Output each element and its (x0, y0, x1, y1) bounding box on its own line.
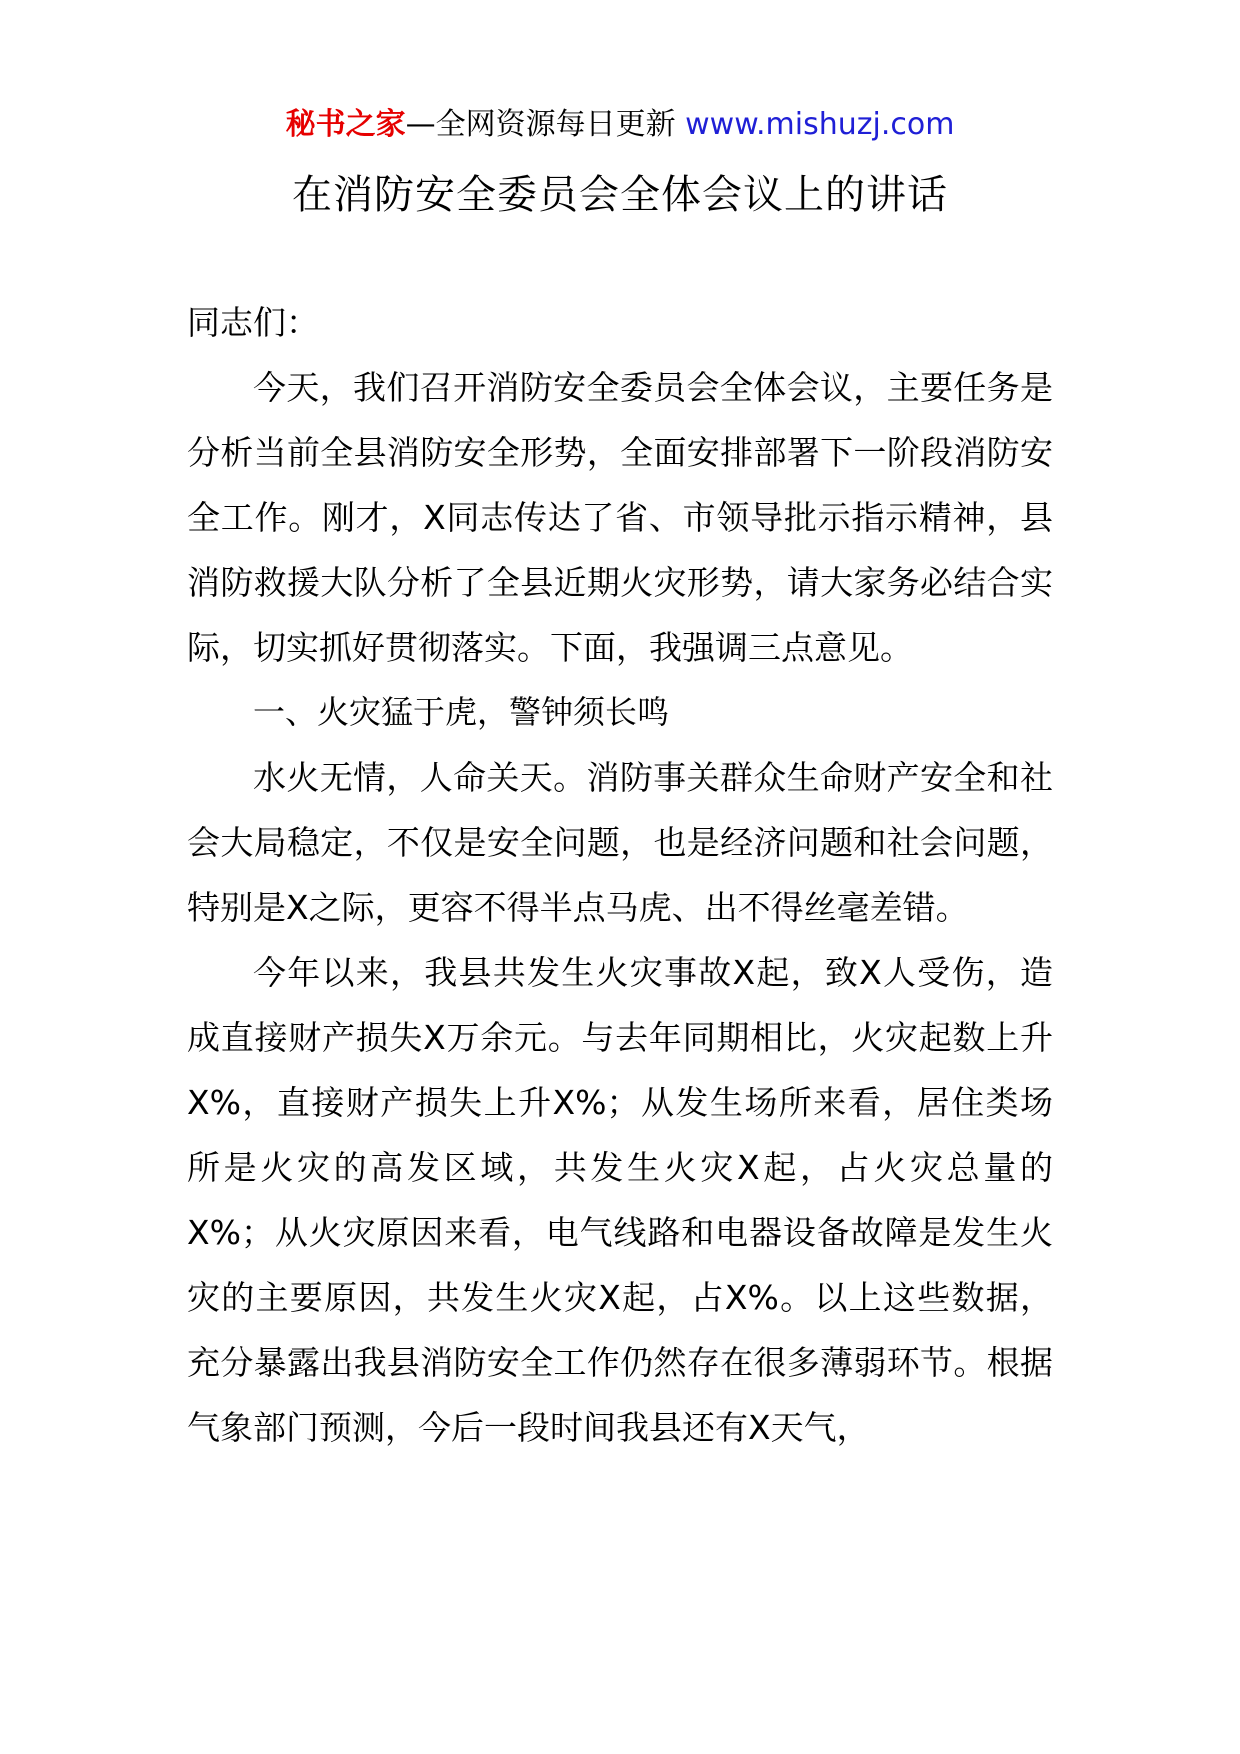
document-title: 在消防安全委员会全体会议上的讲话 (292, 172, 948, 218)
body-paragraph: 今年以来，我县共发生火灾事故X起，致X人受伤，造成直接财产损失X万余元。与去年同期相比，火灾起数上升X%，直接财产损失上升X%；从发生场所来看，居住类场所是火灾的高发区域，共发生火灾X起，占火灾总量的X%；从火灾原因来看，电气线路和电器设备故障是发生火灾的主要原因，共发生火灾X起，占X%。以上这些数据，充分暴露出我县消防安全工作仍然存在很多薄弱环节。根据气象部门预测，今后一段时间我县还有X天气， (187, 953, 1053, 1447)
body-paragraph: 今天，我们召开消防安全委员会全体会议，主要任务是分析当前全县消防安全形势，全面安排部署下一阶段消防安全工作。刚才，X同志传达了省、市领导批示指示精神，县消防救援大队分析了全县近期火灾形势，请大家务必结合实际，切实抓好贯彻落实。下面，我强调三点意见。 (187, 368, 1053, 667)
site-header (0, 100, 1240, 150)
header-tagline: —全网资源每日更新 (405, 107, 686, 142)
brand-name: 秘书之家 (285, 107, 406, 142)
salutation: 同志们： (187, 303, 319, 342)
site-url[interactable]: www.mishuzj.com (685, 107, 955, 142)
section-heading: 一、火灾猛于虎，警钟须长鸣 (253, 693, 670, 731)
document-body (187, 290, 1053, 1460)
body-paragraph: 水火无情，人命关天。消防事关群众生命财产安全和社会大局稳定，不仅是安全问题，也是经济问题和社会问题，特别是X之际，更容不得半点马虎、出不得丝毫差错。 (187, 758, 1053, 927)
